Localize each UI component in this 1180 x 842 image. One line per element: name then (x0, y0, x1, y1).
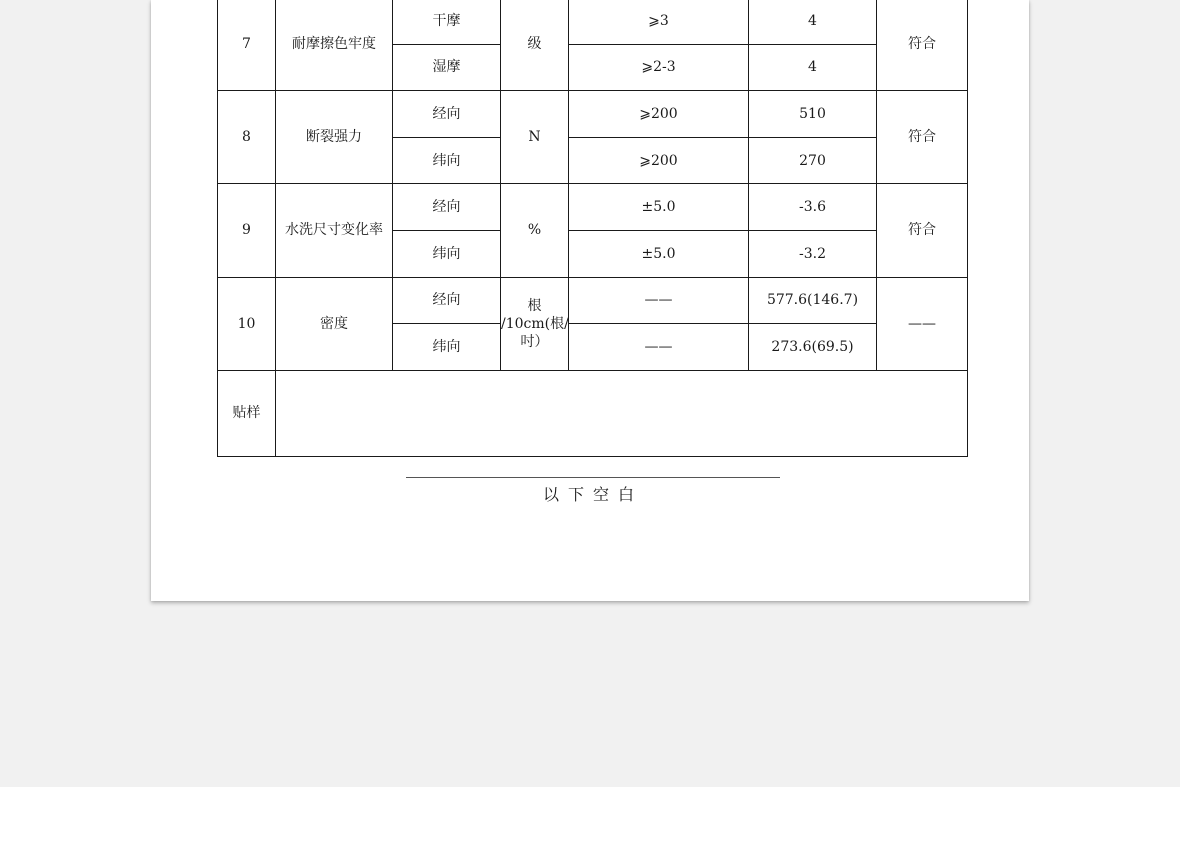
item-name: 水洗尺寸变化率 (276, 184, 393, 277)
footer-note: 以下空白 (542, 485, 643, 504)
document-page (151, 0, 1029, 601)
table-row (218, 0, 968, 44)
direction-cell: 经向 (393, 91, 501, 138)
direction-cell: 经向 (393, 277, 501, 324)
measured-cell: -3.6 (749, 184, 877, 231)
table-row (218, 277, 968, 324)
direction-cell: 湿摩 (393, 44, 501, 91)
result-cell: —— (877, 277, 968, 370)
unit-line: /10cm(根/ (501, 315, 569, 332)
measured-cell: 273.6(69.5) (749, 324, 877, 371)
measured-cell: 4 (749, 0, 877, 44)
standard-cell: ⩾200 (569, 91, 749, 138)
unit-cell: 级 (501, 0, 569, 91)
unit-line: 吋） (520, 333, 549, 350)
measured-cell: 577.6(146.7) (749, 277, 877, 324)
result-cell: 符合 (877, 91, 968, 184)
direction-cell: 干摩 (393, 0, 501, 44)
sample-label: 贴样 (218, 370, 276, 456)
direction-cell: 纬向 (393, 230, 501, 277)
item-number: 8 (218, 91, 276, 184)
standard-cell: ±5.0 (569, 184, 749, 231)
test-results-table (217, 0, 968, 457)
standard-cell: ⩾2-3 (569, 44, 749, 91)
standard-cell: ⩾200 (569, 137, 749, 184)
item-name: 断裂强力 (276, 91, 393, 184)
sample-area (276, 370, 968, 456)
item-number: 10 (218, 277, 276, 370)
measured-cell: 510 (749, 91, 877, 138)
direction-cell: 经向 (393, 184, 501, 231)
unit-cell (501, 277, 569, 370)
direction-cell: 纬向 (393, 137, 501, 184)
sample-row (218, 370, 968, 456)
footer-divider (406, 477, 780, 478)
measured-cell: 270 (749, 137, 877, 184)
measured-cell: 4 (749, 44, 877, 91)
standard-cell: ±5.0 (569, 230, 749, 277)
unit-cell: % (501, 184, 569, 277)
result-cell: 符合 (877, 184, 968, 277)
unit-line: 根 (527, 297, 542, 314)
standard-cell: —— (569, 277, 749, 324)
item-number: 9 (218, 184, 276, 277)
standard-cell: —— (569, 324, 749, 371)
item-name: 耐摩擦色牢度 (276, 0, 393, 91)
unit-cell: N (501, 91, 569, 184)
item-name: 密度 (276, 277, 393, 370)
table-row (218, 91, 968, 138)
result-cell: 符合 (877, 0, 968, 91)
table-row (218, 184, 968, 231)
direction-cell: 纬向 (393, 324, 501, 371)
measured-cell: -3.2 (749, 230, 877, 277)
item-number: 7 (218, 0, 276, 91)
standard-cell: ⩾3 (569, 0, 749, 44)
